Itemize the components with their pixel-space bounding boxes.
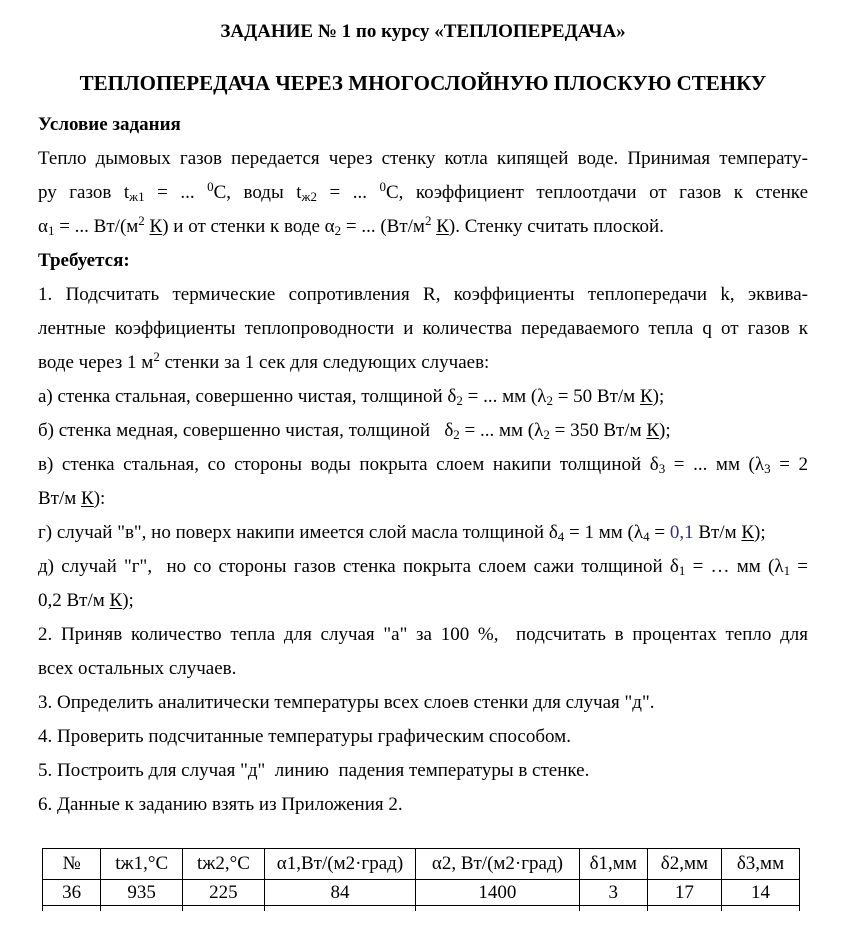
- subscript: 2: [543, 427, 550, 442]
- table-header-cell: tж2,°С: [183, 849, 265, 880]
- text-segment: );: [754, 522, 766, 543]
- text-segment: = ... мм (λ: [462, 386, 547, 407]
- table-header-cell: №: [43, 849, 101, 880]
- table-header-cell: α2, Вт/(м2·град): [416, 849, 580, 880]
- text-segment: α: [38, 216, 48, 237]
- text-segment: 0,1: [669, 522, 694, 543]
- text-segment: 4. Проверить подсчитанные температуры графическим способом.: [38, 726, 571, 747]
- task-1-line: [38, 278, 808, 312]
- superscript: 2: [153, 349, 160, 364]
- text-segment: = 1 мм (λ: [564, 522, 644, 543]
- table-cutoff-cell: [183, 906, 265, 912]
- text-segment: 2. Приняв количество тепла для случая "а" за 100 %, подсчитать в процентах тепло для: [38, 624, 808, 645]
- text-segment: Требуется:: [38, 250, 130, 271]
- subscript: 3: [764, 461, 771, 476]
- paragraph-line: [38, 176, 808, 210]
- text-segment: д) случай "г", но со стороны газов стенка покрыта слоем сажи толщиной δ: [38, 556, 679, 577]
- text-segment: воде через 1 м: [38, 352, 154, 373]
- subscript: 4: [643, 529, 650, 544]
- table-cutoff-cell: [579, 906, 647, 912]
- text-segment: 0,2 Вт/м: [38, 590, 110, 611]
- subscript: 1: [783, 563, 791, 578]
- text-segment: К: [436, 216, 449, 237]
- text-segment: );: [652, 386, 665, 407]
- table-cutoff-cell: [721, 906, 799, 912]
- table-cutoff-cell: [43, 906, 101, 912]
- task-6-line: [38, 788, 808, 822]
- table-cell: 3: [579, 880, 647, 906]
- subscript: ж2: [301, 189, 317, 204]
- text-segment: в) стенка стальная, со стороны воды покрыта слоем накипи толщиной δ: [38, 454, 659, 475]
- text-segment: лентные коэффициенты теплопроводности и количества передаваемого тепла q от газов к: [38, 318, 808, 339]
- text-segment: К: [149, 216, 163, 237]
- heading-uslovie: [38, 108, 808, 142]
- table-cell: 14: [721, 880, 799, 906]
- case-b-line: [38, 414, 808, 448]
- text-segment: =: [649, 522, 670, 543]
- task-5-line: [38, 754, 808, 788]
- text-segment: ):: [93, 488, 106, 509]
- text-segment: 1. Подсчитать термические сопротивления R, коэффициенты теплопередачи k, эквива-: [38, 284, 808, 305]
- text-segment: 5. Построить для случая "д" линию падения температуры в стенке.: [38, 760, 590, 781]
- text-segment: = ...: [317, 182, 380, 203]
- table-cell: 84: [264, 880, 415, 906]
- text-segment: = ... (Вт/м: [341, 216, 425, 237]
- data-table: [42, 848, 800, 911]
- subscript: 2: [546, 393, 553, 408]
- text-segment: = ... мм (λ: [459, 420, 544, 441]
- table-cutoff-cell: [416, 906, 580, 912]
- heading-trebuetsya: [38, 244, 808, 278]
- case-v-line: [38, 448, 808, 482]
- table-cutoff-row: [43, 906, 800, 912]
- subscript: 1: [678, 563, 686, 578]
- case-v-line: [38, 482, 808, 516]
- text-segment: = 2: [770, 454, 808, 475]
- text-segment: = ... Вт/(м: [54, 216, 139, 237]
- text-segment: );: [659, 420, 671, 441]
- superscript: 0: [379, 179, 386, 194]
- task-2-line: [38, 618, 808, 652]
- subscript: 3: [658, 461, 666, 476]
- text-segment: = ...: [144, 182, 208, 203]
- table-header-cell: α1,Вт/(м2·град): [264, 849, 415, 880]
- text-segment: б) стенка медная, совершенно чистая, толщиной δ: [38, 420, 454, 441]
- table-header-cell: δ2,мм: [647, 849, 721, 880]
- text-segment: всех остальных случаев.: [38, 658, 237, 679]
- document-body: [38, 108, 808, 822]
- text-segment: К: [81, 488, 94, 509]
- text-segment: ). Стенку считать плоской.: [448, 216, 664, 237]
- subscript: 1: [47, 223, 55, 238]
- case-g-line: [38, 516, 808, 550]
- text-segment: Условие задания: [38, 114, 181, 135]
- text-segment: С, коэффициент теплоотдачи от газов к стенке: [385, 182, 809, 203]
- superscript: 0: [207, 179, 214, 194]
- task-1-line: [38, 312, 808, 346]
- text-segment: = … мм (λ: [685, 556, 784, 577]
- text-segment: К: [109, 590, 123, 611]
- table-header-row: [43, 849, 800, 880]
- text-segment: );: [122, 590, 134, 611]
- text-segment: = 350 Вт/м: [549, 420, 647, 441]
- subscript: 2: [334, 223, 342, 238]
- text-segment: К: [741, 522, 755, 543]
- case-d-line: [38, 584, 808, 618]
- task-1-line: [38, 346, 808, 380]
- superscript: 2: [138, 213, 145, 228]
- text-segment: С, воды t: [213, 182, 302, 203]
- page-title: ЗАДАНИЕ № 1 по курсу «ТЕПЛОПЕРЕДАЧА»: [220, 21, 626, 42]
- text-segment: 3. Определить аналитически температуры всех слоев стенки для случая "д".: [38, 692, 655, 713]
- text-segment: Тепло дымовых газов передается через стенку котла кипящей воде. Принимая температу-: [38, 148, 808, 169]
- paragraph-line: [38, 210, 808, 244]
- table-cell: 17: [647, 880, 721, 906]
- text-segment: К: [646, 420, 660, 441]
- table-cutoff-cell: [647, 906, 721, 912]
- text-segment: =: [790, 556, 809, 577]
- text-segment: = 50 Вт/м: [552, 386, 640, 407]
- text-segment: стенки за 1 сек для следующих случаев:: [159, 352, 490, 373]
- subscript: 4: [557, 529, 565, 544]
- table-cutoff-cell: [264, 906, 415, 912]
- page-subtitle: ТЕПЛОПЕРЕДАЧА ЧЕРЕЗ МНОГОСЛОЙНУЮ ПЛОСКУЮ СТЕНКУ: [79, 71, 767, 95]
- case-d-line: [38, 550, 808, 584]
- text-segment: г) случай "в", но поверх накипи имеется слой масла толщиной δ: [38, 522, 558, 543]
- text-segment: а) стенка стальная, совершенно чистая, толщиной δ: [38, 386, 457, 407]
- superscript: 2: [424, 213, 432, 228]
- text-segment: Вт/м: [38, 488, 82, 509]
- table-cutoff-cell: [101, 906, 183, 912]
- task-3-line: [38, 686, 808, 720]
- table-header-cell: δ3,мм: [721, 849, 799, 880]
- text-segment: К: [639, 386, 653, 407]
- subscript: 2: [453, 427, 460, 442]
- text-segment: ру газов t: [38, 182, 130, 203]
- subscript: 2: [456, 393, 463, 408]
- subscript: ж1: [129, 189, 145, 204]
- task-4-line: [38, 720, 808, 754]
- table-header-cell: δ1,мм: [579, 849, 647, 880]
- task-2-line: [38, 652, 808, 686]
- case-a-line: [38, 380, 808, 414]
- table-cell: 935: [101, 880, 183, 906]
- text-segment: 6. Данные к заданию взять из Приложения 2.: [38, 794, 403, 815]
- table-header-cell: tж1,°С: [101, 849, 183, 880]
- paragraph-line: [38, 142, 808, 176]
- table-cell: 36: [43, 880, 101, 906]
- table-row: [43, 880, 800, 906]
- table-cell: 1400: [416, 880, 580, 906]
- table-cell: 225: [183, 880, 265, 906]
- text-segment: = ... мм (λ: [665, 454, 765, 475]
- text-segment: Вт/м: [693, 522, 742, 543]
- text-segment: ) и от стенки к воде α: [162, 216, 335, 237]
